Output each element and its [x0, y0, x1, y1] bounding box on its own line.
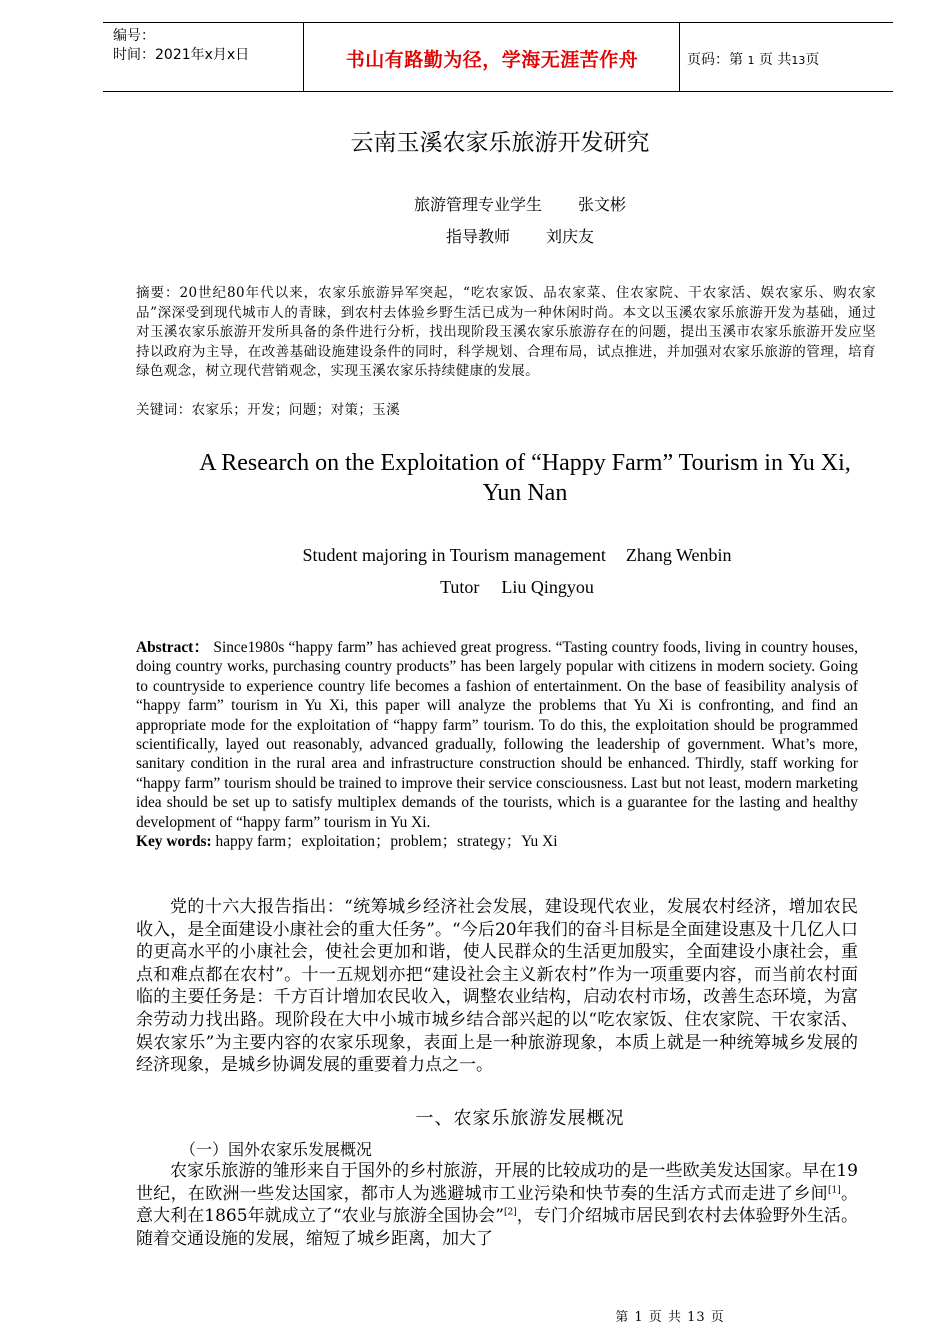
body-intro: [136, 896, 858, 1077]
header-motto: 书山有路勤为径，学海无涯苦作舟: [345, 49, 639, 71]
keywords-text-cn: 农家乐；开发；问题；对策；玉溪: [191, 402, 401, 418]
abstract-text-cn: 20世纪80年代以来，农家乐旅游异军突起，“吃农家饭、品农家菜、住农家院、干农家活、娱农家乐、购农家品”深深受到现代城市人的青睐，到农村去体验乡野生活已成为一种休闲时尚。本文以玉溪农家乐旅游开发为基础，通过对玉溪农家乐旅游开发所具备的条件进行分析，找出现阶段玉溪农家乐旅游存在的问题，提出玉溪市农家乐旅游开发应坚持以政府为主导，在改善基础设施建设条件的同时，科学规划、合理布局，试点推进，并加强对农家乐旅游的管理，培育绿色观念，树立现代营销观念，实现玉溪农家乐持续健康的发展。: [136, 285, 877, 379]
body-paragraph: 农家乐旅游的雏形来自于国外的乡村旅游，开展的比较成功的是一些欧美发达国家。早在19世纪，在欧洲一些发达国家，都市人为逃避城市工业污染和快节奏的生活方式而走进了乡间[1]。意大利在1865年就成立了“农业与旅游全国协会”[2]，专门介绍城市居民到农村去体验野外生活。随着交通设施的发展，缩短了城乡距离，加大了: [136, 1161, 859, 1249]
tutor-name-cn: 刘庆友: [546, 227, 595, 246]
header-divider: [303, 23, 304, 91]
paper-title-en: A Research on the Exploitation of “Happy Farm” Tourism in Yu Xi, Yun Nan: [199, 450, 851, 506]
abstract-label-en: Abstract：: [136, 639, 210, 656]
abstract-cn: [136, 284, 876, 382]
page-header: [103, 22, 893, 92]
tutor-line-cn: [0, 224, 950, 247]
citation-ref: [1]: [827, 1184, 841, 1195]
author-name-cn: 张文彬: [578, 195, 627, 214]
author-line-cn: [0, 192, 950, 215]
keywords-cn: [136, 401, 876, 421]
paper-title-cn: 云南玉溪农家乐旅游开发研究: [350, 130, 650, 156]
tutor-name-en: Liu Qingyou: [501, 577, 594, 597]
header-meta: [113, 27, 249, 65]
abstract-text-en: Since1980s “happy farm” has achieved great progress. “Tasting country foods, living in country houses, doing country works, purchasing country products” has been largely popular with citizens in modern society. Going to countryside to experience country life becomes a fashion of entertainment. On the base of feasibility analysis of “happy farm” tourism in Yu Xi, this paper will analyze the problems that Yu Xi is confronting, and find an appropriate mode for the exploitation of “happy farm” tourism. To do this, the exploitation should be programmed scientifically, layed out reasonably, advanced gradually, following the leadership of government. What’s more, sanitary condition in the rural area and infrastructure construction should be enhanced. Thirdly, staff working for “happy farm” tourism should be trained to improve their service consciousness. Last but not least, modern marketing idea should be set up to satisfy multiplex demands of the tourists, which is a guarantee for the lasting and healthy development of “happy farm” tourism in Yu Xi.: [136, 639, 859, 831]
page-footer: 第 1 页 共 13 页: [615, 1310, 725, 1325]
subsection-heading: （一）国外农家乐发展概况: [180, 1140, 373, 1159]
author-name-en: Zhang Wenbin: [625, 545, 732, 565]
section-heading: 一、农家乐旅游发展概况: [415, 1108, 625, 1129]
document-date: 时间：2021年x月x日: [113, 47, 250, 63]
author-role-cn: 旅游管理专业学生: [413, 195, 542, 214]
author-role-en: Student majoring in Tourism management: [302, 545, 606, 565]
tutor-label-en: Tutor: [440, 577, 480, 597]
header-divider: [679, 23, 680, 91]
header-page-number: 页码：第 1 页 共13页: [687, 52, 820, 68]
keywords-label-en: Key words:: [136, 833, 212, 851]
author-line-en: [0, 545, 950, 566]
intro-paragraph: 党的十六大报告指出：“统筹城乡经济社会发展，建设现代农业，发展农村经济，增加农民收入，是全面建设小康社会的重大任务”。“今后20年我们的奋斗目标是全面建设惠及十几亿人口的更高水平的小康社会，使社会更加和谐，使人民群众的生活更加殷实，全面建设小康社会，重点和难点都在农村”。十一五规划亦把“建设社会主义新农村”作为一项重要内容，而当前农村面临的主要任务是：千方百计增加农民收入，调整农业结构，启动农村市场，改善生态环境，为富余劳动力找出路。现阶段在大中小城市城乡结合部兴起的以“吃农家饭、住农家院、干农家活、娱农家乐”为主要内容的农家乐现象，表面上是一种旅游现象，本质上就是一种统筹城乡发展的经济现象，是城乡协调发展的重要着力点之一。: [136, 897, 858, 1076]
abstract-label-cn: 摘要：: [136, 285, 180, 301]
document-number-label: 编号：: [113, 28, 155, 44]
citation-ref: [2]: [503, 1207, 517, 1218]
body-para1: [136, 1160, 858, 1250]
keywords-label-cn: 关键词：: [136, 402, 192, 418]
abstract-en: [136, 638, 858, 851]
tutor-label-cn: 指导教师: [445, 227, 510, 246]
tutor-line-en: [0, 577, 950, 598]
keywords-text-en: happy farm；exploitation；problem；strategy；Yu Xi: [215, 833, 558, 851]
